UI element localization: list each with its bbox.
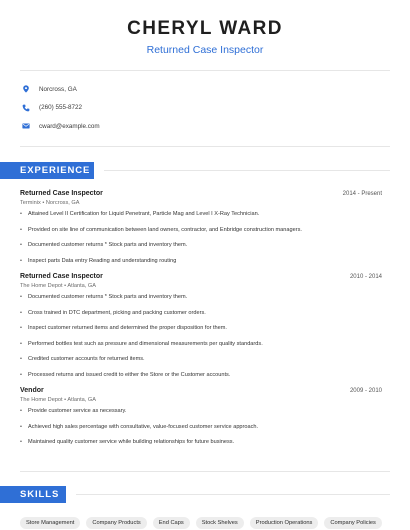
- skill-chip: Production Operations: [250, 517, 319, 529]
- phone-text: (260) 555-8722: [39, 104, 83, 112]
- skill-chip: End Caps: [153, 517, 190, 529]
- job-company: The Home Depot • Atlanta, GA: [20, 397, 96, 403]
- bullet-item: • Documented customer returns * Stock parts and inventory them.: [20, 293, 382, 309]
- job-title: Returned Case Inspector: [20, 190, 103, 197]
- phone-icon: [22, 104, 30, 112]
- skill-chip: Company Products: [86, 517, 146, 529]
- location-pin-icon: [22, 85, 30, 93]
- job-bullets: [20, 293, 382, 386]
- job-bullets: [20, 407, 382, 454]
- candidate-title: Returned Case Inspector: [146, 44, 264, 56]
- bullet-item: • Processed returns and issued credit to either the Store or the Customer accounts.: [20, 371, 382, 387]
- bullet-item: • Maintained quality customer service while building relationships for future business.: [20, 438, 382, 454]
- contact-phone: [22, 99, 410, 118]
- skill-chip: Company Policies: [324, 517, 382, 529]
- section-heading-experience: EXPERIENCE: [0, 162, 94, 179]
- bullet-item: • Achieved high sales percentage with consultative, value-focused customer service approach.: [20, 423, 382, 439]
- job-company: Terminix • Norcross, GA: [20, 200, 80, 206]
- email-text: cward@example.com: [39, 122, 100, 130]
- candidate-name: CHERYL WARD: [127, 18, 283, 39]
- envelope-icon: [22, 122, 30, 130]
- experience-divider: [20, 471, 390, 472]
- skill-chip: Stock Shelves: [196, 517, 244, 529]
- bullet-item: • Inspect customer returned items and determined the proper disposition for them.: [20, 324, 382, 340]
- skills-list: [20, 517, 400, 529]
- job-title: Returned Case Inspector: [20, 273, 103, 280]
- skill-chip: Store Management: [20, 517, 80, 529]
- skills-heading-rule: [76, 494, 390, 495]
- resume-header: [0, 0, 410, 56]
- contact-divider: [20, 146, 390, 147]
- contact-email: [22, 117, 410, 136]
- location-text: Norcross, GA: [39, 85, 77, 93]
- job-entry: [0, 189, 410, 272]
- bullet-item: • Attained Level II Certification for Liquid Penetrant, Particle Mag and Level I X-Ray Technician.: [20, 210, 382, 226]
- bullet-item: • Documented customer returns * Stock parts and inventory them.: [20, 241, 382, 257]
- job-company: The Home Depot • Atlanta, GA: [20, 283, 96, 289]
- experience-list: [0, 189, 410, 454]
- job-dates: 2009 - 2010: [349, 388, 382, 394]
- experience-heading-rule: [104, 170, 390, 171]
- job-dates: 2010 - 2014: [349, 274, 382, 280]
- bullet-item: • Performed bottles test such as pressure and dimensional measurements per quality standards.: [20, 340, 382, 356]
- job-bullets: [20, 210, 382, 272]
- job-entry: [0, 386, 410, 454]
- bullet-item: • Provide customer service as necessary.: [20, 407, 382, 423]
- job-title: Vendor: [20, 387, 44, 394]
- bullet-item: • Provided on site line of communication between land owners, contractor, and Enbridge construction managers.: [20, 226, 382, 242]
- contact-location: [22, 80, 410, 99]
- section-heading-skills: SKILLS: [0, 486, 66, 503]
- job-entry: [0, 272, 410, 386]
- contact-list: [0, 71, 410, 136]
- job-dates: 2014 - Present: [342, 191, 382, 197]
- bullet-item: • Inspect parts Data entry Reading and understanding routing: [20, 257, 382, 273]
- bullet-item: • Credited customer accounts for returned items.: [20, 355, 382, 371]
- bullet-item: • Cross trained in DTC department, picking and packing customer orders.: [20, 309, 382, 325]
